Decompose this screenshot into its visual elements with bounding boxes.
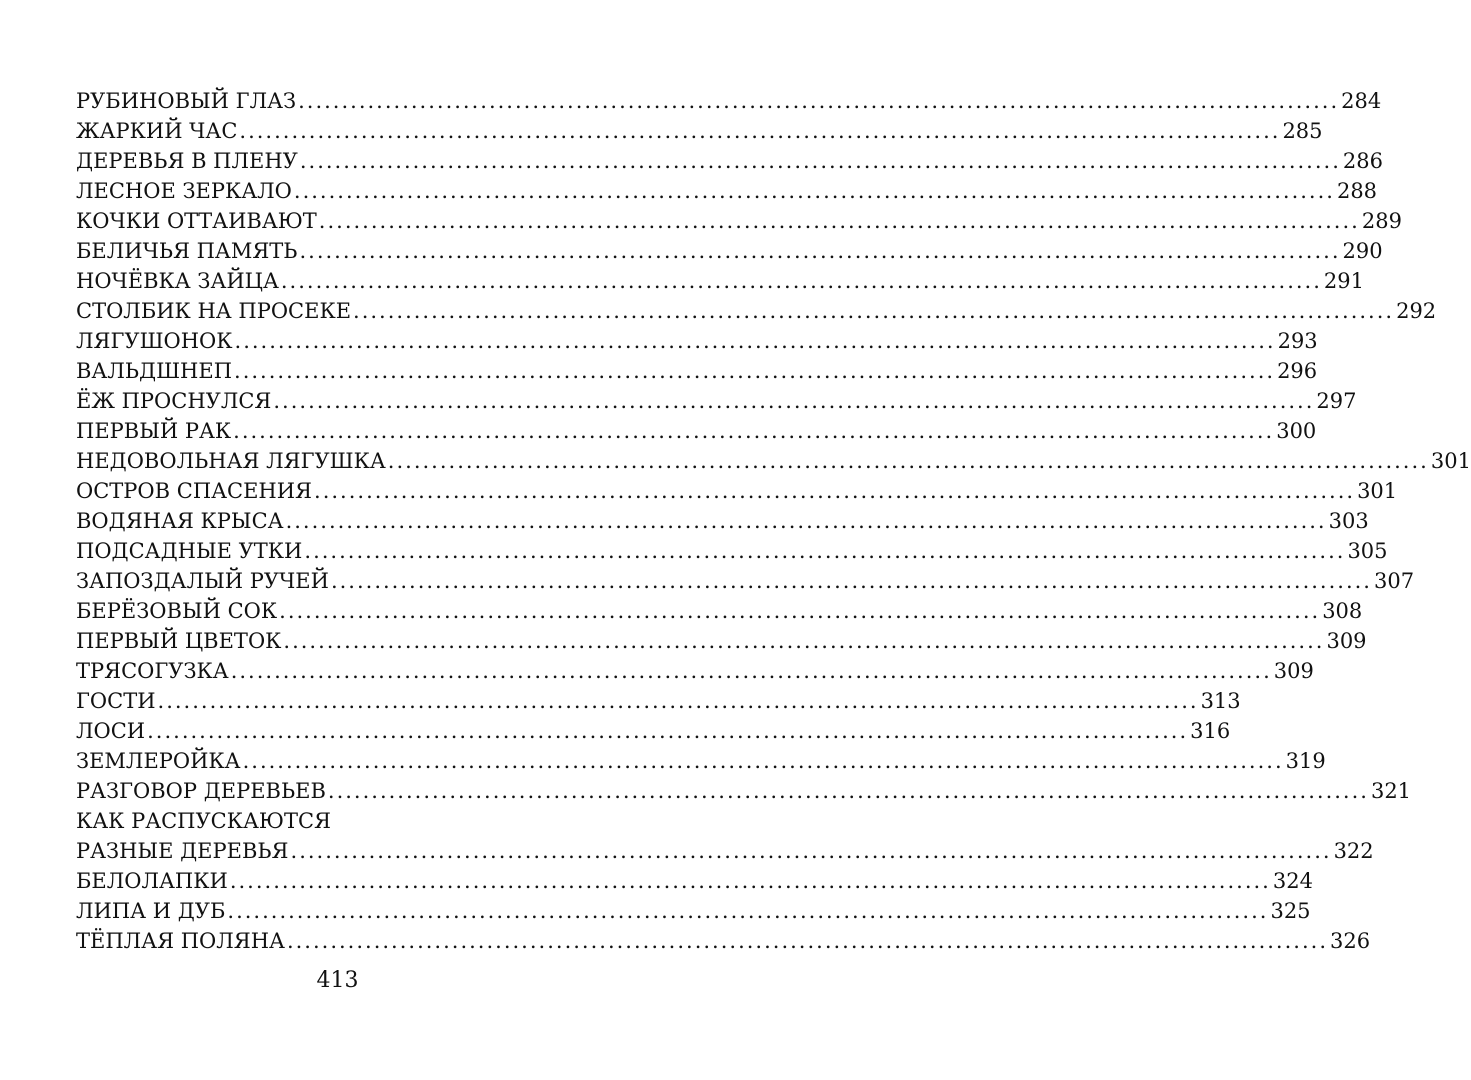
dot-leader: ........................................................................................................................: [283, 629, 1325, 653]
toc-entry-page: 296: [1277, 359, 1318, 383]
dot-leader: ........................................................................................................................: [273, 389, 1315, 413]
table-of-contents: [76, 86, 1471, 956]
toc-entry: [76, 86, 1382, 116]
toc-entry-title: ПЕРВЫЙ РАК: [76, 419, 232, 443]
toc-entry: [76, 626, 1367, 656]
toc-entry: [76, 236, 1383, 266]
toc-entry: [76, 746, 1326, 776]
toc-entry-title: ЖАРКИЙ ЧАС: [76, 119, 238, 143]
toc-entry-title: ПОДСАДНЫЕ УТКИ: [76, 539, 303, 563]
toc-entry: [76, 326, 1318, 356]
toc-entry: [76, 446, 1471, 476]
toc-entry-title: ВАЛЬДШНЕП: [76, 359, 233, 383]
toc-entry-page: 300: [1276, 419, 1317, 443]
toc-entry-page: 309: [1273, 659, 1314, 683]
toc-entry: [76, 206, 1402, 236]
toc-entry-page: 316: [1190, 719, 1231, 743]
toc-entry-page: 286: [1342, 149, 1383, 173]
toc-entry: [76, 836, 1374, 866]
toc-entry-page: 322: [1333, 839, 1374, 863]
dot-leader: ........................................................................................................................: [318, 209, 1360, 233]
dot-leader: ........................................................................................................................: [147, 719, 1189, 743]
dot-leader: ........................................................................................................................: [229, 869, 1271, 893]
toc-entry: [76, 596, 1363, 626]
dot-leader: ........................................................................................................................: [234, 329, 1276, 353]
dot-leader: ........................................................................................................................: [285, 509, 1327, 533]
dot-leader: ........................................................................................................................: [234, 359, 1276, 383]
dot-leader: ........................................................................................................................: [304, 539, 1346, 563]
toc-entry: [76, 506, 1369, 536]
dot-leader: ........................................................................................................................: [290, 839, 1332, 863]
toc-entry-page: 325: [1270, 899, 1311, 923]
toc-entry-title: КАК РАСПУСКАЮТСЯ: [76, 809, 331, 833]
toc-entry-page: 321: [1370, 779, 1412, 803]
dot-leader: ........................................................................................................................: [286, 929, 1328, 953]
toc-entry-title: БЕРЁЗОВЫЙ СОК: [76, 599, 278, 623]
toc-entry-page: 292: [1396, 299, 1437, 323]
toc-entry: [76, 296, 1437, 326]
dot-leader: ........................................................................................................................: [280, 269, 1322, 293]
toc-entry-title: РУБИНОВЫЙ ГЛАЗ: [76, 89, 297, 113]
toc-entry-title: ТРЯСОГУЗКА: [76, 659, 229, 683]
dot-leader: ........................................................................................................................: [157, 689, 1199, 713]
toc-entry: [76, 476, 1398, 506]
toc-entry-title: ДЕРЕВЬЯ В ПЛЕНУ: [76, 149, 298, 173]
toc-entry-title: БЕЛОЛАПКИ: [76, 869, 228, 893]
toc-entry-title: ЗАПОЗДАЛЫЙ РУЧЕЙ: [76, 569, 329, 593]
toc-entry: [76, 566, 1415, 596]
dot-leader: ........................................................................................................................: [327, 779, 1369, 803]
dot-leader: ........................................................................................................................: [387, 449, 1429, 473]
toc-entry-page: 288: [1336, 179, 1378, 203]
toc-entry-title: ЛИПА И ДУБ: [76, 899, 226, 923]
dot-leader: ........................................................................................................................: [298, 89, 1340, 113]
toc-entry-page: 301: [1430, 449, 1471, 473]
toc-entry: [76, 176, 1378, 206]
toc-entry-title: НОЧЁВКА ЗАЙЦА: [76, 269, 279, 293]
toc-entry-title: КОЧКИ ОТТАИВАЮТ: [76, 209, 317, 233]
dot-leader: ........................................................................................................................: [299, 149, 1341, 173]
toc-entry-page: 285: [1282, 119, 1323, 143]
toc-entry: [76, 656, 1314, 686]
dot-leader: ........................................................................................................................: [299, 239, 1341, 263]
dot-leader: ........................................................................................................................: [230, 659, 1272, 683]
toc-entry-title: ОСТРОВ СПАСЕНИЯ: [76, 479, 313, 503]
toc-entry: [76, 416, 1317, 446]
toc-entry: [76, 686, 1241, 716]
toc-entry: [76, 116, 1323, 146]
toc-entry-page: 284: [1341, 89, 1382, 113]
toc-entry-title: ВОДЯНАЯ КРЫСА: [76, 509, 284, 533]
toc-entry-page: 289: [1361, 209, 1402, 233]
toc-entry-page: 313: [1200, 689, 1241, 713]
dot-leader: ........................................................................................................................: [242, 749, 1284, 773]
dot-leader: ........................................................................................................................: [330, 569, 1372, 593]
toc-entry: [76, 866, 1313, 896]
toc-entry-page: 324: [1272, 869, 1313, 893]
toc-entry-title: ЛЕСНОЕ ЗЕРКАЛО: [76, 179, 292, 203]
toc-entry-page: 305: [1347, 539, 1388, 563]
toc-entry-title: БЕЛИЧЬЯ ПАМЯТЬ: [76, 239, 298, 263]
toc-entry-title: ЛЯГУШОНОК: [76, 329, 233, 353]
dot-leader: ........................................................................................................................: [227, 899, 1269, 923]
dot-leader: ........................................................................................................................: [233, 419, 1275, 443]
dot-leader: ........................................................................................................................: [279, 599, 1321, 623]
toc-entry: [76, 926, 1371, 956]
toc-entry-page: 326: [1330, 929, 1371, 953]
toc-entry: [76, 806, 592, 836]
toc-entry-page: 319: [1285, 749, 1326, 773]
toc-entry-page: 307: [1373, 569, 1415, 593]
toc-entry: [76, 896, 1311, 926]
toc-entry-title: ПЕРВЫЙ ЦВЕТОК: [76, 629, 282, 653]
dot-leader: ........................................................................................................................: [314, 479, 1356, 503]
toc-entry-page: 297: [1316, 389, 1357, 413]
toc-entry: [76, 146, 1383, 176]
toc-entry: [76, 776, 1412, 806]
toc-entry: [76, 386, 1357, 416]
toc-entry-title: СТОЛБИК НА ПРОСЕКЕ: [76, 299, 352, 323]
dot-leader: ........................................................................................................................: [353, 299, 1395, 323]
dot-leader: ........................................................................................................................: [239, 119, 1281, 143]
toc-entry-title: ЛОСИ: [76, 719, 146, 743]
toc-entry-page: 301: [1357, 479, 1398, 503]
toc-entry: [76, 716, 1231, 746]
toc-entry-title: ЗЕМЛЕРОЙКА: [76, 749, 241, 773]
toc-entry-page: 308: [1322, 599, 1363, 623]
toc-entry-page: 309: [1326, 629, 1367, 653]
toc-entry: [76, 266, 1365, 296]
toc-entry: [76, 536, 1388, 566]
toc-entry-page: 291: [1323, 269, 1365, 293]
toc-entry: [76, 356, 1318, 386]
toc-entry-page: 293: [1277, 329, 1318, 353]
toc-entry-title: ГОСТИ: [76, 689, 156, 713]
toc-entry-page: 303: [1328, 509, 1369, 533]
dot-leader: ........................................................................................................................: [293, 179, 1335, 203]
toc-entry-page: 290: [1342, 239, 1383, 263]
page-number: 413: [316, 968, 359, 993]
toc-entry-title: НЕДОВОЛЬНАЯ ЛЯГУШКА: [76, 449, 386, 473]
toc-entry-title: РАЗНЫЕ ДЕРЕВЬЯ: [76, 839, 289, 863]
toc-entry-title: РАЗГОВОР ДЕРЕВЬЕВ: [76, 779, 326, 803]
toc-entry-title: ТЁПЛАЯ ПОЛЯНА: [76, 929, 285, 953]
toc-entry-title: ЁЖ ПРОСНУЛСЯ: [76, 389, 272, 413]
